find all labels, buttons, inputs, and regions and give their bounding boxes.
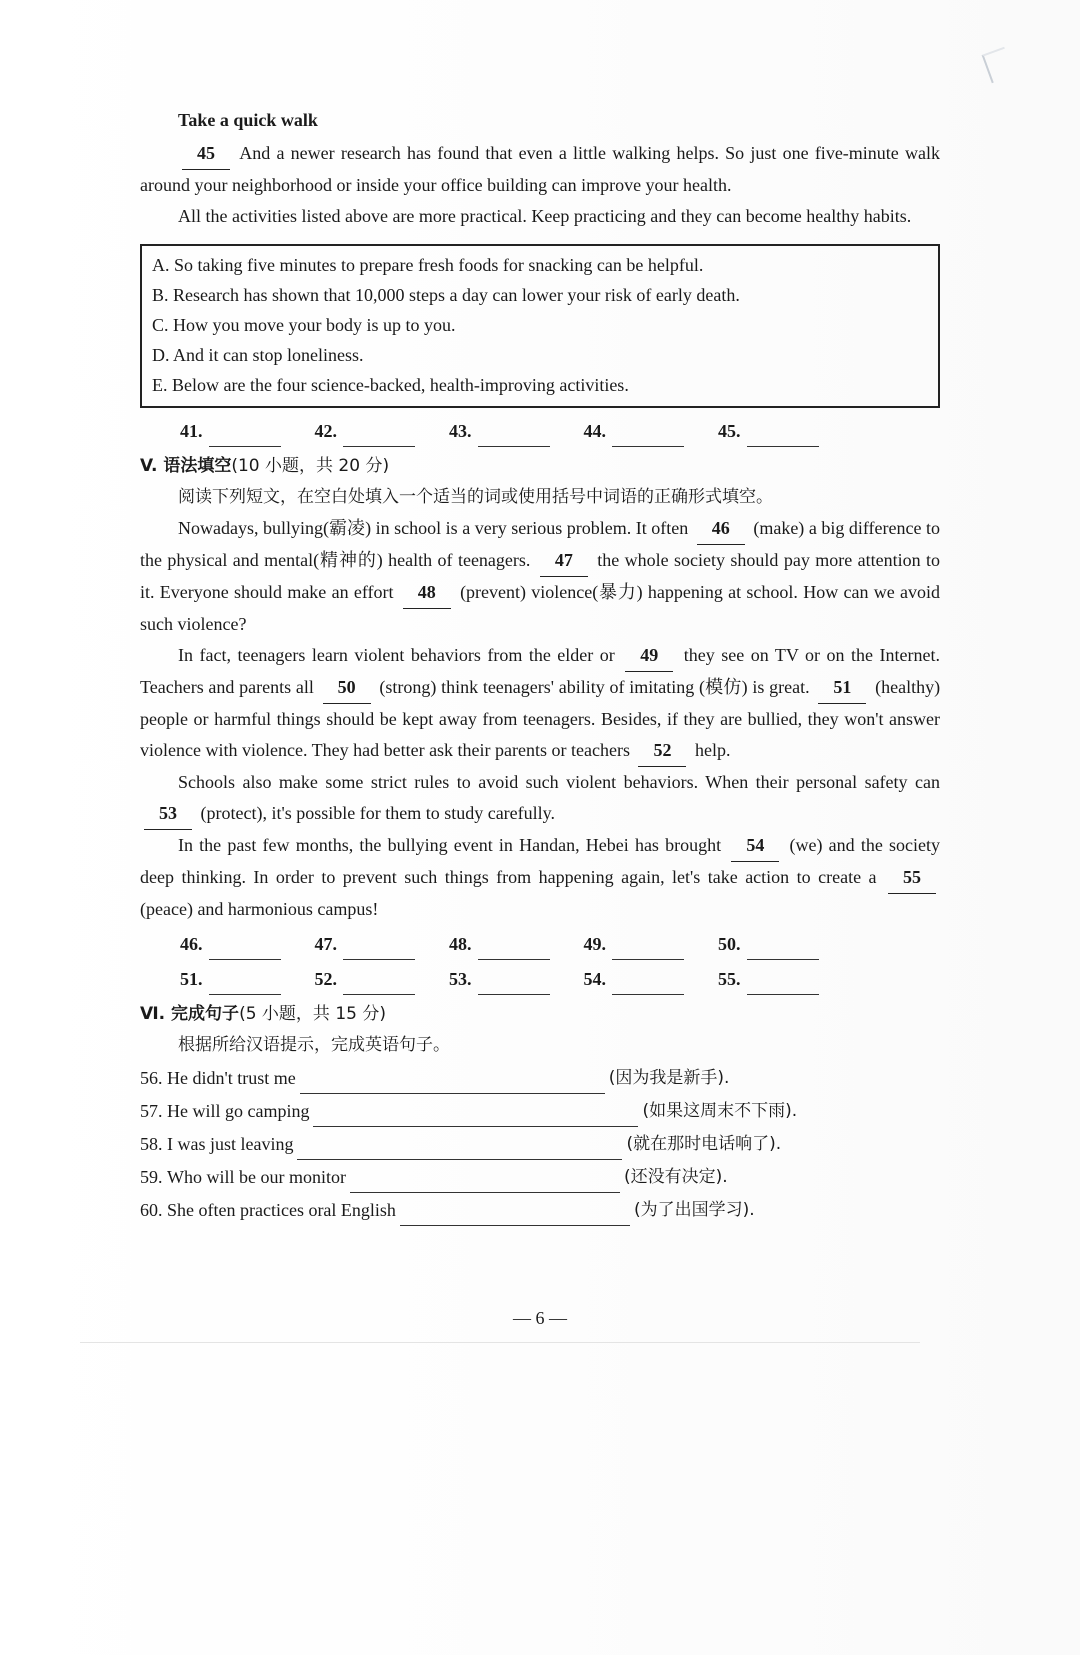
answer-field[interactable]: [478, 426, 550, 447]
answer-label: 47.: [314, 934, 337, 954]
answer-field[interactable]: [478, 974, 550, 995]
answer-field[interactable]: [478, 939, 550, 960]
grammar-text: (prevent) violence(暴力) happening at school. How can we avoid such violence?: [140, 582, 940, 634]
passage-paragraph-1-text: And a newer research has found that even a little walking helps. So just one five-minute walk around your neighborhood or inside your office building can improve your health.: [140, 143, 940, 195]
answer-label: 50.: [718, 934, 741, 954]
blank-47[interactable]: 47: [540, 545, 588, 577]
section-6-title: Ⅵ. 完成句子: [140, 1004, 240, 1024]
sentence-59: [140, 1162, 940, 1193]
sentence-hint: (为了出国学习).: [633, 1200, 755, 1220]
answer-field[interactable]: [747, 974, 819, 995]
answer-item: [718, 964, 819, 995]
blank-53[interactable]: 53: [144, 798, 192, 830]
section-5-score: (10 小题，共 20 分): [231, 456, 390, 476]
answer-label: 49.: [583, 934, 606, 954]
answer-label: 54.: [583, 969, 606, 989]
answer-field[interactable]: [747, 939, 819, 960]
sentence-58: [140, 1129, 940, 1160]
passage-title: Take a quick walk: [178, 110, 318, 130]
answer-label: 45.: [718, 421, 741, 441]
blank-52[interactable]: 52: [638, 735, 686, 767]
section-6-score: (5 小题，共 15 分): [239, 1004, 386, 1024]
answer-label: 48.: [449, 934, 472, 954]
answer-item: [584, 964, 685, 995]
grammar-text: the whole society should pay more attention to it. Everyone should make an effort: [140, 550, 940, 602]
section-5-title: V. 语法填空: [140, 456, 232, 476]
sentence-text: He didn't trust me: [167, 1068, 296, 1088]
grammar-text: (we) and the society deep thinking. In order to prevent such things from happening again, let's take action to create a: [140, 835, 940, 887]
blank-51[interactable]: 51: [818, 672, 866, 704]
grammar-text: (protect), it's possible for them to study carefully.: [200, 803, 555, 823]
answer-field[interactable]: [612, 974, 684, 995]
sentence-number: 56.: [140, 1068, 163, 1088]
options-box: [140, 244, 940, 408]
blank-54[interactable]: 54: [731, 830, 779, 862]
sentence-answer-field[interactable]: [400, 1205, 630, 1226]
grammar-text: Schools also make some strict rules to avoid such violent behaviors. When their personal safety can: [178, 772, 940, 792]
sentence-text: Who will be our monitor: [167, 1167, 346, 1187]
answer-row-51-55: [180, 964, 940, 995]
passage-paragraph-1: [140, 138, 940, 201]
answer-item: [449, 416, 550, 447]
answer-label: 44.: [583, 421, 606, 441]
answer-field[interactable]: [343, 974, 415, 995]
sentence-number: 58.: [140, 1134, 163, 1154]
section-6-instruction: 根据所给汉语提示，完成英语句子。: [178, 1035, 450, 1055]
answer-label: 52.: [314, 969, 337, 989]
blank-45: 45: [182, 138, 230, 170]
answer-item: [718, 929, 819, 960]
blank-49[interactable]: 49: [625, 640, 673, 672]
grammar-paragraph-3: [140, 767, 940, 830]
answer-row-41-45: [180, 416, 940, 447]
answer-item: [449, 964, 550, 995]
answer-item: [315, 416, 416, 447]
section-5-instruction: 阅读下列短文，在空白处填入一个适当的词或使用括号中词语的正确形式填空。: [178, 487, 773, 507]
answer-item: [180, 929, 281, 960]
grammar-text: (healthy) people or harmful things should be kept away from teenagers. Besides, if they are bullied, they won't answer violence with violence. They had better ask their parents or teachers: [140, 677, 941, 760]
sentence-60: [140, 1195, 940, 1226]
sentence-57: [140, 1096, 940, 1127]
sentence-text: She often practices oral English: [167, 1200, 396, 1220]
answer-item: [718, 416, 819, 447]
answer-field[interactable]: [747, 426, 819, 447]
sentence-text: I was just leaving: [167, 1134, 294, 1154]
blank-50[interactable]: 50: [323, 672, 371, 704]
grammar-text: (strong) think teenagers' ability of imitating (模仿) is great.: [379, 677, 810, 697]
grammar-text: (make) a big difference to the physical and mental(精神的) health of teenagers.: [140, 518, 941, 570]
grammar-paragraph-2: [140, 640, 940, 767]
grammar-paragraph-1: [140, 513, 940, 640]
grammar-paragraph-4: [140, 830, 940, 925]
page-number: — 6 —: [513, 1308, 567, 1328]
sentence-answer-field[interactable]: [297, 1139, 622, 1160]
answer-item: [180, 416, 281, 447]
content-area: [140, 105, 940, 1228]
sentence-answer-field[interactable]: [350, 1172, 620, 1193]
answer-label: 43.: [449, 421, 472, 441]
sentence-hint: (因为我是新手).: [608, 1068, 730, 1088]
grammar-text: (peace) and harmonious campus!: [140, 899, 379, 919]
grammar-text: they see on TV or on the Internet. Teachers and parents all: [140, 645, 940, 697]
answer-item: [180, 964, 281, 995]
option-a: A. So taking five minutes to prepare fresh foods for snacking can be helpful.: [152, 255, 704, 275]
answer-item: [449, 929, 550, 960]
answer-field[interactable]: [209, 426, 281, 447]
answer-field[interactable]: [209, 974, 281, 995]
answer-label: 51.: [180, 969, 203, 989]
sentence-hint: (还没有决定).: [623, 1167, 728, 1187]
answer-item: [584, 929, 685, 960]
page-corner-mark: [982, 47, 1015, 83]
option-b: B. Research has shown that 10,000 steps a day can lower your risk of early death.: [152, 285, 740, 305]
answer-label: 42.: [314, 421, 337, 441]
answer-field[interactable]: [343, 939, 415, 960]
sentence-number: 60.: [140, 1200, 163, 1220]
grammar-text: In the past few months, the bullying event in Handan, Hebei has brought: [178, 835, 722, 855]
answer-item: [315, 929, 416, 960]
sentence-hint: (如果这周末不下雨).: [642, 1101, 798, 1121]
grammar-text: help.: [694, 740, 731, 760]
answer-field[interactable]: [612, 939, 684, 960]
sentence-number: 57.: [140, 1101, 163, 1121]
answer-field[interactable]: [209, 939, 281, 960]
blank-46[interactable]: 46: [697, 513, 745, 545]
grammar-text: Nowadays, bullying(霸凌) in school is a very serious problem. It often: [178, 518, 689, 538]
option-c: C. How you move your body is up to you.: [152, 315, 456, 335]
answer-label: 55.: [718, 969, 741, 989]
option-d: D. And it can stop loneliness.: [152, 345, 364, 365]
sentence-hint: (就在那时电话响了).: [626, 1134, 782, 1154]
answer-label: 41.: [180, 421, 203, 441]
answer-item: [315, 964, 416, 995]
passage-paragraph-2: All the activities listed above are more practical. Keep practicing and they can become healthy habits.: [178, 206, 912, 226]
sentence-56: [140, 1063, 940, 1094]
section-6-heading: [140, 999, 940, 1030]
answer-label: 53.: [449, 969, 472, 989]
blank-55[interactable]: 55: [888, 862, 936, 894]
answer-field[interactable]: [343, 426, 415, 447]
answer-row-46-50: [180, 929, 940, 960]
option-e: E. Below are the four science-backed, health-improving activities.: [152, 375, 629, 395]
answer-label: 46.: [180, 934, 203, 954]
sentence-answer-field[interactable]: [313, 1106, 638, 1127]
answer-field[interactable]: [612, 426, 684, 447]
blank-48[interactable]: 48: [403, 577, 451, 609]
sentence-text: He will go camping: [167, 1101, 310, 1121]
grammar-text: In fact, teenagers learn violent behaviors from the elder or: [178, 645, 615, 665]
sentence-answer-field[interactable]: [300, 1073, 605, 1094]
page-bottom-divider: [80, 1342, 920, 1343]
section-5-heading: [140, 451, 940, 482]
sentence-number: 59.: [140, 1167, 163, 1187]
answer-item: [584, 416, 685, 447]
